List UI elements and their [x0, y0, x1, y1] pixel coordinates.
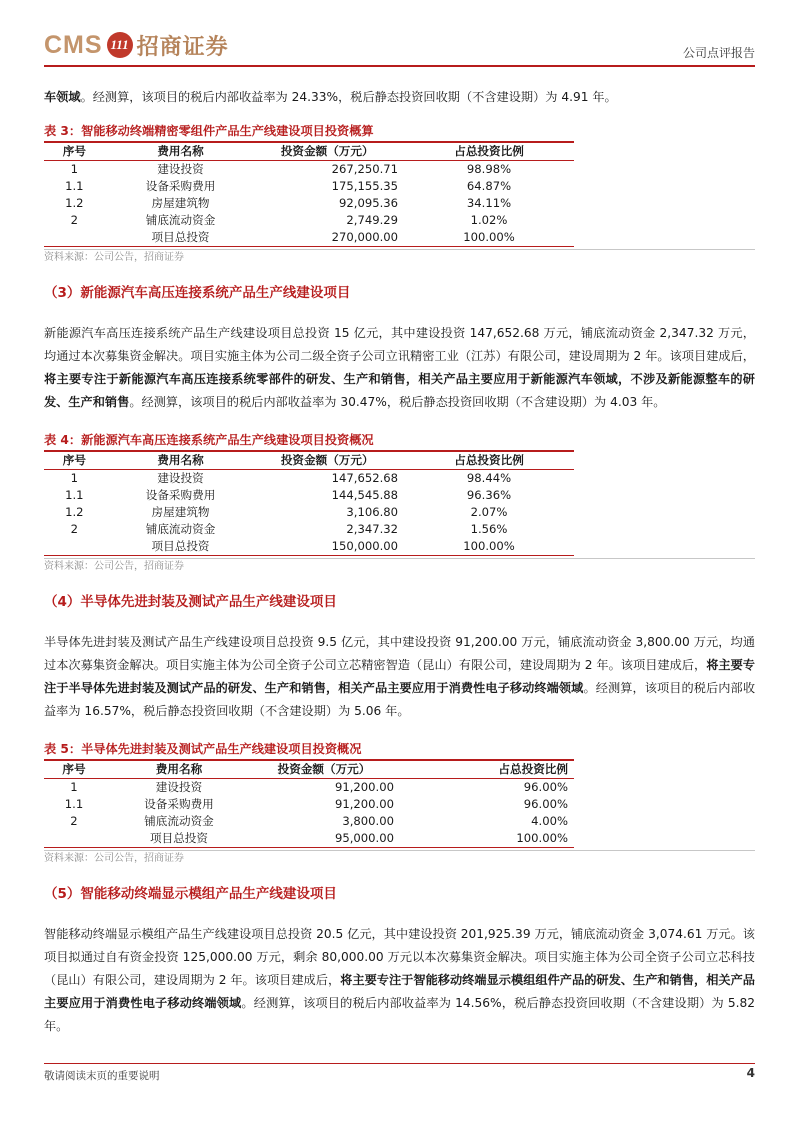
table-row — [44, 538, 574, 556]
page-header — [44, 24, 755, 64]
table-row — [44, 161, 574, 179]
table-row — [44, 212, 574, 229]
table-cell: 项目总投资 — [105, 538, 257, 556]
table-cell: 96.36% — [466, 488, 512, 502]
table-header-cell: 序号 — [44, 142, 105, 161]
table-cell: 设备采购费用 — [145, 179, 216, 193]
table-row — [44, 487, 574, 504]
table-row — [44, 779, 574, 797]
table-row — [44, 504, 574, 521]
table-cell: 房屋建筑物 — [151, 505, 210, 519]
table-cell: 100.00% — [400, 830, 574, 848]
table5-title: 表 5：半导体先进封装及测试产品生产线建设项目投资概况 — [44, 742, 362, 756]
logo-mark-icon: 111 — [107, 32, 133, 58]
table-cell: 1.1 — [65, 488, 84, 502]
table-cell: 项目总投资 — [104, 830, 254, 848]
table-cell: 铺底流动资金 — [144, 814, 214, 828]
table-header-cell: 投资金额（万元） — [254, 760, 400, 779]
table-cell: 1 — [70, 162, 79, 176]
table-cell: 267,250.71 — [331, 162, 399, 176]
section3-text-end: 。经测算，该项目的税后内部收益率为 30.47%，税后静态投资回收期（不含建设期）为 4.03 年。 — [129, 395, 666, 409]
table-cell: 144,545.88 — [331, 488, 399, 502]
table-cell: 铺底流动资金 — [145, 213, 216, 227]
table-row — [44, 521, 574, 538]
table-header-cell: 投资金额（万元） — [256, 142, 404, 161]
table-cell: 150,000.00 — [256, 538, 404, 556]
table-cell: 1.1 — [64, 797, 84, 811]
table-cell: 175,155.35 — [331, 179, 399, 193]
table-cell: 98.44% — [466, 471, 512, 485]
table-header-cell: 序号 — [44, 760, 104, 779]
table-cell: 2,347.32 — [346, 522, 399, 536]
table-header-cell: 费用名称 — [104, 760, 254, 779]
table-cell: 设备采购费用 — [145, 488, 216, 502]
section3-paragraph — [44, 322, 755, 414]
table-cell: 100.00% — [404, 229, 574, 247]
table-cell: 2 — [70, 522, 79, 536]
logo-cn-text: 招商证券 — [136, 34, 229, 60]
table-header-cell: 投资金额（万元） — [256, 451, 404, 470]
table-cell: 95,000.00 — [254, 830, 400, 848]
table-row — [44, 813, 574, 830]
intro-paragraph — [44, 86, 755, 109]
table-cell: 96.00% — [523, 780, 568, 794]
table-cell: 铺底流动资金 — [145, 522, 216, 536]
section4-paragraph — [44, 631, 755, 723]
company-logo — [44, 30, 229, 60]
table-cell: 3,800.00 — [342, 814, 394, 828]
table-header-cell: 费用名称 — [105, 142, 257, 161]
table-header-cell: 占总投资比例 — [404, 142, 574, 161]
table-cell: 2 — [70, 213, 79, 227]
table-cell: 96.00% — [523, 797, 568, 811]
table-cell: 1.1 — [65, 179, 84, 193]
table5-source: 资料来源：公司公告，招商证券 — [44, 850, 755, 867]
section5-text: 智能移动终端显示模组产品生产线建设项目总投资 20.5 亿元，其中建设投资 201,925.39 万元，铺底流动资金 3,074.61 万元。该项目拟通过自有资金投资 125,000.00 万元，剩余 80,000.00 万元以本次募集资金解决。项目实施主体为公司全资子公司立芯科技（昆山）有限公司，建设周期为 2 年。该项目建成后， — [44, 927, 755, 987]
table-cell: 设备采购费用 — [144, 797, 214, 811]
section5-bold: 将主要专注于智能移动终端显示模组组件产品的研发、生产和销售，相关产品主要应用于消费性电子移动终端领域 — [44, 973, 755, 1010]
table-cell — [44, 229, 105, 247]
table-cell: 1 — [70, 780, 78, 794]
report-type: 公司点评报告 — [682, 46, 755, 60]
table-cell: 项目总投资 — [105, 229, 257, 247]
table3-source: 资料来源：公司公告，招商证券 — [44, 249, 755, 266]
table-row — [44, 195, 574, 212]
table-cell: 1.2 — [65, 505, 84, 519]
table-header-cell: 序号 — [44, 451, 105, 470]
table-cell: 1 — [70, 471, 79, 485]
table-cell: 34.11% — [466, 196, 512, 210]
table-cell: 2.07% — [470, 505, 508, 519]
table-header-cell: 占总投资比例 — [404, 451, 574, 470]
table-cell — [44, 830, 104, 848]
intro-bold: 车领域 — [44, 90, 81, 104]
logo-cms-text: CMS — [44, 30, 103, 59]
section4-text-end: 。经测算，该项目的税后内部收益率为 16.57%，税后静态投资回收期（不含建设期）为 5.06 年。 — [44, 681, 756, 718]
section3-bold: 将主要专注于新能源汽车高压连接系统零部件的研发、生产和销售，相关产品主要应用于新能源汽车领域，不涉及新能源整车的研发、生产和销售 — [44, 372, 755, 409]
table-cell: 2 — [70, 814, 78, 828]
table-header-cell: 占总投资比例 — [400, 760, 574, 779]
table-cell: 4.00% — [531, 814, 568, 828]
section4-title: （4）半导体先进封装及测试产品生产线建设项目 — [44, 594, 337, 610]
section3-text: 新能源汽车高压连接系统产品生产线建设项目总投资 15 亿元，其中建设投资 147,652.68 万元，铺底流动资金 2,347.32 万元，均通过本次募集资金解决。项目实施主体为公司二级全资子公司立讯精密工业（江苏）有限公司，建设周期为 2 年。该项目建成后， — [44, 326, 755, 363]
table-cell: 92,095.36 — [339, 196, 399, 210]
table-row — [44, 229, 574, 247]
section5-title: （5）智能移动终端显示模组产品生产线建设项目 — [44, 886, 337, 902]
table-cell — [44, 538, 105, 556]
section4-bold: 将主要专注于半导体先进封装及测试产品的研发、生产和销售，相关产品主要应用于消费性电子移动终端领域 — [44, 658, 755, 695]
table4-source: 资料来源：公司公告，招商证券 — [44, 558, 755, 575]
table-row — [44, 178, 574, 195]
table-cell: 91,200.00 — [334, 780, 394, 794]
page-number: 4 — [746, 1066, 755, 1080]
table-cell: 1.56% — [470, 522, 508, 536]
table5 — [44, 759, 574, 848]
table-row — [44, 470, 574, 488]
section3-title: （3）新能源汽车高压连接系统产品生产线建设项目 — [44, 285, 351, 301]
table-cell: 98.98% — [466, 162, 512, 176]
table-cell: 270,000.00 — [256, 229, 404, 247]
footer-divider — [44, 1063, 755, 1064]
table-row — [44, 796, 574, 813]
table3-title: 表 3：智能移动终端精密零组件产品生产线建设项目投资概算 — [44, 124, 374, 138]
table-cell: 1.2 — [65, 196, 84, 210]
table-cell: 1.02% — [470, 213, 508, 227]
table-cell: 房屋建筑物 — [151, 196, 210, 210]
header-divider — [44, 65, 755, 67]
section5-paragraph — [44, 923, 755, 1038]
table-cell: 3,106.80 — [346, 505, 399, 519]
table-header-cell: 费用名称 — [105, 451, 257, 470]
main-content — [44, 86, 755, 1038]
table-cell: 100.00% — [404, 538, 574, 556]
table-cell: 建设投资 — [157, 471, 204, 485]
table4 — [44, 450, 574, 556]
table-cell: 建设投资 — [157, 162, 204, 176]
table-cell: 建设投资 — [155, 780, 203, 794]
table4-title: 表 4：新能源汽车高压连接系统产品生产线建设项目投资概况 — [44, 433, 374, 447]
table-cell: 147,652.68 — [331, 471, 399, 485]
table-row — [44, 830, 574, 848]
table-cell: 64.87% — [466, 179, 512, 193]
intro-text: 。经测算，该项目的税后内部收益率为 24.33%，税后静态投资回收期（不含建设期）为 4.91 年。 — [80, 90, 617, 104]
table3 — [44, 141, 574, 247]
table-cell: 2,749.29 — [346, 213, 399, 227]
section5-text-end: 。经测算，该项目的税后内部收益率为 14.56%，税后静态投资回收期（不含建设期）为 5.82 年。 — [44, 996, 756, 1033]
section4-text: 半导体先进封装及测试产品生产线建设项目总投资 9.5 亿元，其中建设投资 91,200.00 万元，铺底流动资金 3,800.00 万元，均通过本次募集资金解决。项目实施主体为公司全资子公司立芯精密智造（昆山）有限公司，建设周期为 2 年。该项目建成后， — [44, 635, 755, 672]
table-cell: 91,200.00 — [334, 797, 394, 811]
footer-note: 敬请阅读末页的重要说明 — [44, 1070, 160, 1082]
